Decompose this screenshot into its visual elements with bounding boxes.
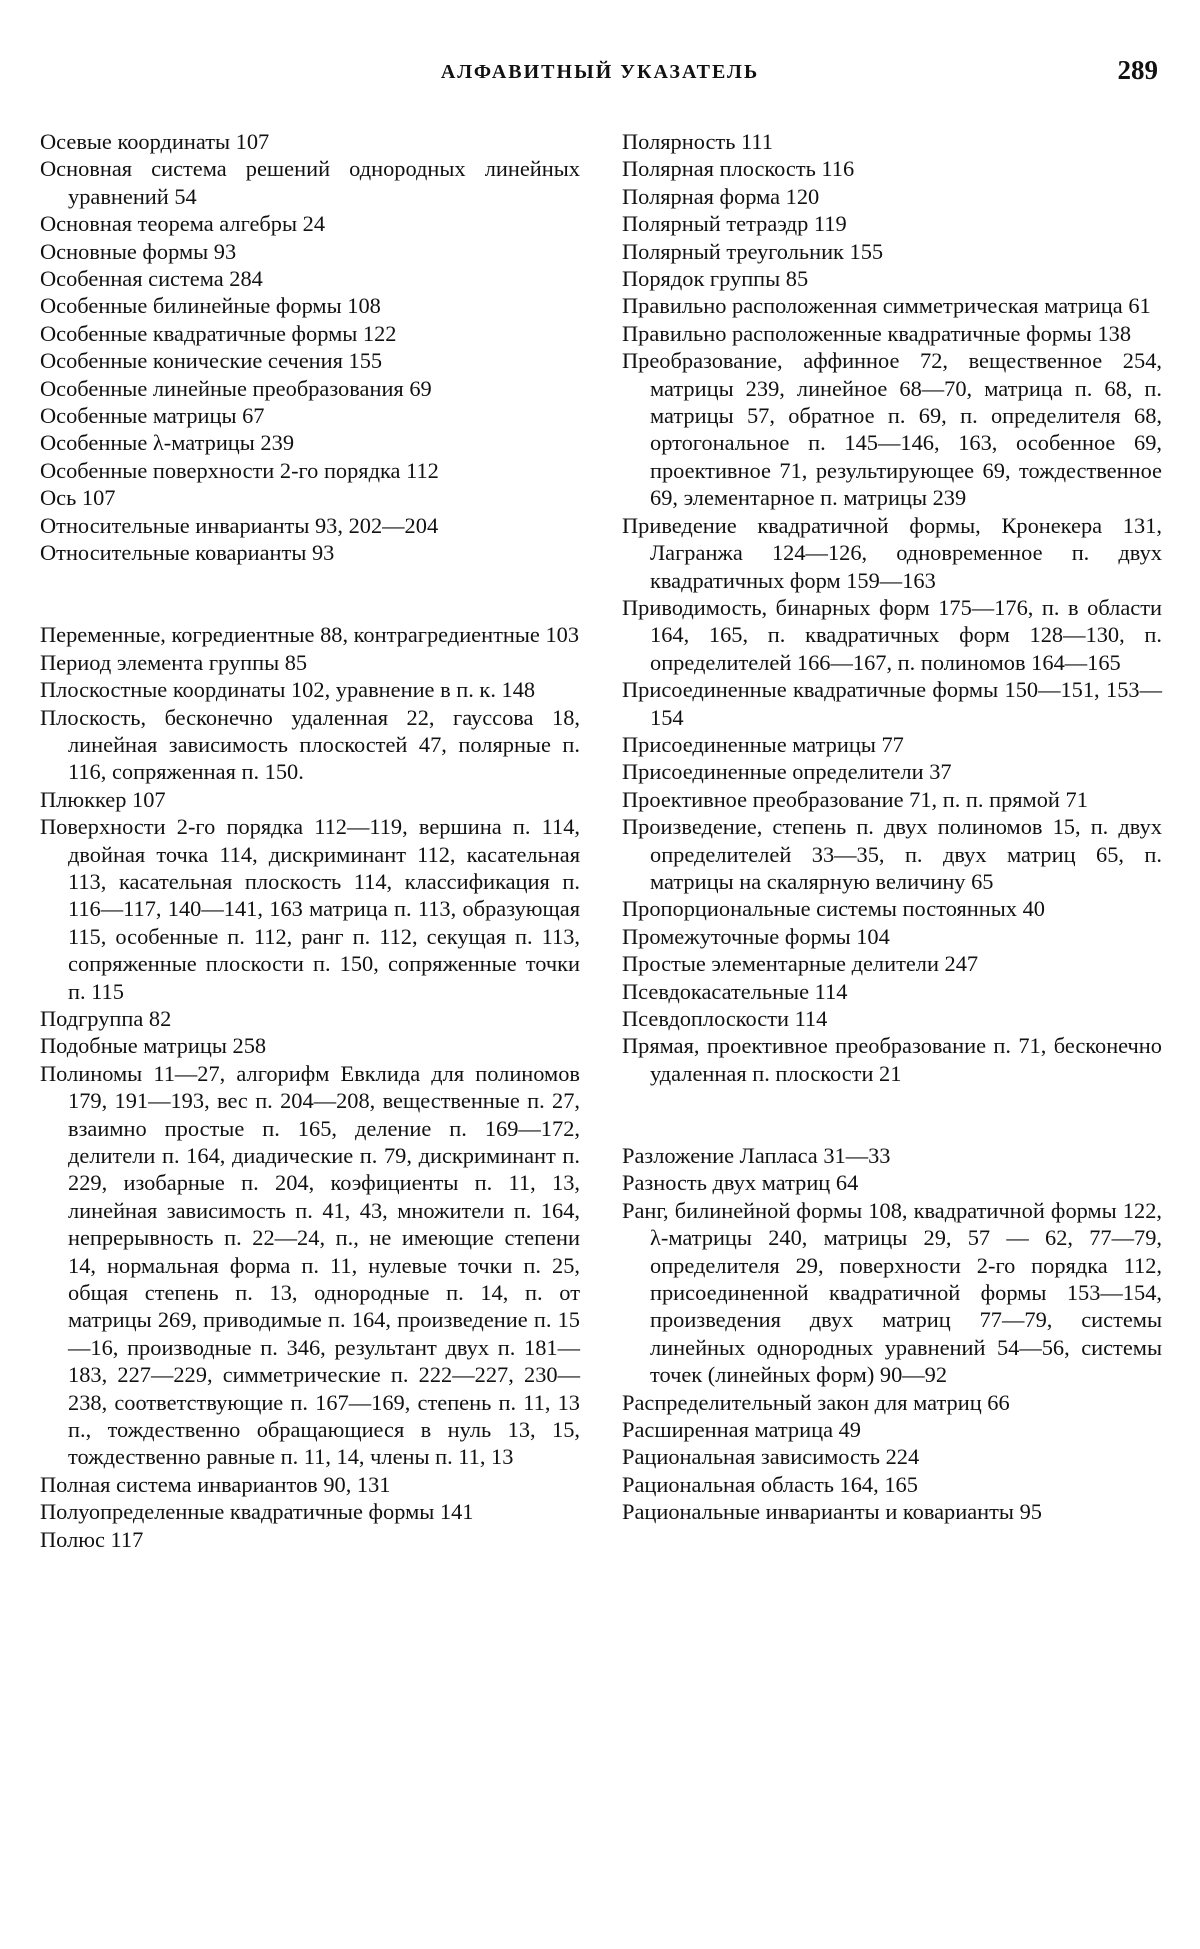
right-entry: Проективное преобразование 71, п. п. прямой 71 — [622, 786, 1088, 812]
right-entry: Рациональные инварианты и коварианты 95 — [622, 1499, 1042, 1525]
right-entry: Приведение квадратичной формы, Кронекера 131, Лагранжа 124—126, одновременное п. двух квадратичных форм 159—163 — [622, 512, 1162, 593]
running-title: АЛФАВИТНЫЙ УКАЗАТЕЛЬ — [440, 61, 760, 83]
right-entry: Приводимость, бинарных форм 175—176, п. в области 164, 165, п. квадратичных форм 128—130, п. определителей 166—167, п. полиномов 164—165 — [622, 594, 1162, 675]
left-entry: Относительные коварианты 93 — [40, 540, 335, 566]
left-entry: Ось 107 — [40, 485, 116, 511]
right-entry: Разность двух матриц 64 — [622, 1170, 859, 1196]
right-entry: Полярность 111 — [622, 129, 773, 154]
left-entry: Особенные конические сечения 155 — [40, 348, 383, 374]
left-entry: Плюккер 107 — [40, 786, 166, 812]
page-number: 289 — [1117, 55, 1158, 85]
right-entry: Псевдокасательные 114 — [622, 978, 848, 1004]
right-entry: Распределительный закон для матриц 66 — [622, 1389, 1010, 1415]
right-entry: Промежуточные формы 104 — [622, 923, 890, 949]
right-entry: Полярная форма 120 — [622, 183, 820, 209]
left-entry: Переменные, когредиентные 88, контрагредиентные 103 — [40, 622, 580, 648]
right-entry: Псевдоплоскости 114 — [622, 1006, 828, 1031]
left-entry: Полюс 117 — [40, 1526, 144, 1552]
left-entry: Плоскостные координаты 102, уравнение в п. к. 148 — [40, 677, 536, 703]
left-entry: Период элемента группы 85 — [40, 649, 308, 675]
left-entry: Особенные квадратичные формы 122 — [40, 320, 397, 346]
right-entry: Пропорциональные системы постоянных 40 — [622, 896, 1045, 922]
left-entry: Полуопределенные квадратичные формы 141 — [40, 1499, 474, 1525]
section-gap — [40, 594, 580, 621]
right-entry: Правильно расположенные квадратичные формы 138 — [622, 320, 1132, 346]
left-entry: Особенные матрицы 67 — [40, 403, 265, 429]
right-entry: Присоединенные матрицы 77 — [622, 731, 904, 757]
left-entry: Относительные инварианты 93, 202—204 — [40, 512, 439, 538]
left-entry: Основная теорема алгебры 24 — [40, 211, 326, 237]
left-column — [40, 128, 580, 1553]
left-entry: Особенные билинейные формы 108 — [40, 293, 381, 319]
right-entry: Простые элементарные делители 247 — [622, 951, 979, 977]
left-entry: Подгруппа 82 — [40, 1005, 172, 1031]
left-entry: Особенные поверхности 2-го порядка 112 — [40, 457, 439, 483]
right-entry: Ранг, билинейной формы 108, квадратичной формы 122, λ-матрицы 240, матрицы 29, 57 — 62, 77—79, определителя 29, поверхности 2-го порядка 112, присоединенной квадратичной формы 153—154, произведения двух матриц 77—79, системы линейных однородных уравнений 54—56, системы точек (линейных форм) 90—92 — [622, 1197, 1162, 1388]
right-entry: Произведение, степень п. двух полиномов 15, п. двух определителей 33—35, п. двух матриц 65, п. матрицы на скалярную величину 65 — [622, 814, 1162, 894]
page-header — [40, 55, 1160, 95]
section-gap — [622, 1115, 1162, 1142]
right-entry: Полярный тетраэдр 119 — [622, 211, 847, 237]
left-entry: Подобные матрицы 258 — [40, 1033, 267, 1059]
right-entry: Порядок группы 85 — [622, 266, 809, 292]
section-gap — [40, 567, 580, 594]
right-entry: Присоединенные квадратичные формы 150—151, 153—154 — [622, 677, 1162, 730]
right-entry: Прямая, проективное преобразование п. 71, бесконечно удаленная п. плоскости 21 — [622, 1033, 1162, 1086]
left-entry: Особенные λ-матрицы 239 — [40, 430, 295, 456]
left-entry: Поверхности 2-го порядка 112—119, вершина п. 114, двойная точка 114, дискриминант 112, касательная 113, касательная плоскость 114, классификация п. 116—117, 140—141, 163 матрица п. 113, образующая 115, особенные п. 112, ранг п. 112, секущая п. 113, сопряженные плоскости п. 150, сопряженные точки п. 115 — [40, 814, 580, 1004]
right-entry: Преобразование, аффинное 72, вещественное 254, матрицы 239, линейное 68—70, матрица п. 68, п. матрицы 57, обратное п. 69, п. определителя 68, ортогональное п. 145—146, 163, особенное 69, проективное 71, результирующее 69, тождественное 69, элементарное п. матрицы 239 — [622, 348, 1162, 511]
left-entry: Полная система инвариантов 90, 131 — [40, 1471, 391, 1497]
left-entry: Осевые координаты 107 — [40, 129, 270, 154]
left-entry: Особенная система 284 — [40, 266, 263, 292]
right-entry: Правильно расположенная симметрическая матрица 61 — [622, 293, 1151, 319]
right-column — [622, 128, 1162, 1526]
right-entry: Полярный треугольник 155 — [622, 238, 884, 264]
left-entry: Основные формы 93 — [40, 238, 237, 264]
right-entry: Присоединенные определители 37 — [622, 759, 952, 785]
left-entry: Особенные линейные преобразования 69 — [40, 375, 432, 401]
right-entry: Рациональная область 164, 165 — [622, 1471, 918, 1497]
left-entry: Плоскость, бесконечно удаленная 22, гауссова 18, линейная зависимость плоскостей 47, полярные п. 116, сопряженная п. 150. — [40, 704, 580, 785]
right-entry: Полярная плоскость 116 — [622, 156, 855, 182]
right-entry: Разложение Лапласа 31—33 — [622, 1143, 891, 1168]
left-entry: Основная система решений однородных линейных уравнений 54 — [40, 156, 580, 209]
section-gap — [622, 1087, 1162, 1114]
right-entry: Расширенная матрица 49 — [622, 1417, 862, 1443]
left-entry: Полиномы 11—27, алгорифм Евклида для полиномов 179, 191—193, вес п. 204—208, вещественные п. 27, взаимно простые п. 165, деление п. 169—172, делители п. 164, диадические п. 79, дискриминант п. 229, изобарные п. 204, коэфициенты п. 11, 13, линейная зависимость п. 41, 43, множители п. 164, непрерывность п. 22—24, п., не имеющие степени 14, нормальная форма п. 11, нулевые точки п. 25, общая степень п. 13, однородные п. 14, п. от матрицы 269, приводимые п. 164, произведение п. 15—16, производные п. 346, результант двух п. 181—183, 227—229, симметрические п. 222—227, 230—238, соответствующие п. 167—169, степень п. 11, 13 п., тождественно обращающиеся в нуль 13, 15, тождественно равные п. 11, 14, члены п. 11, 13 — [40, 1060, 580, 1470]
right-entry: Рациональная зависимость 224 — [622, 1444, 920, 1470]
